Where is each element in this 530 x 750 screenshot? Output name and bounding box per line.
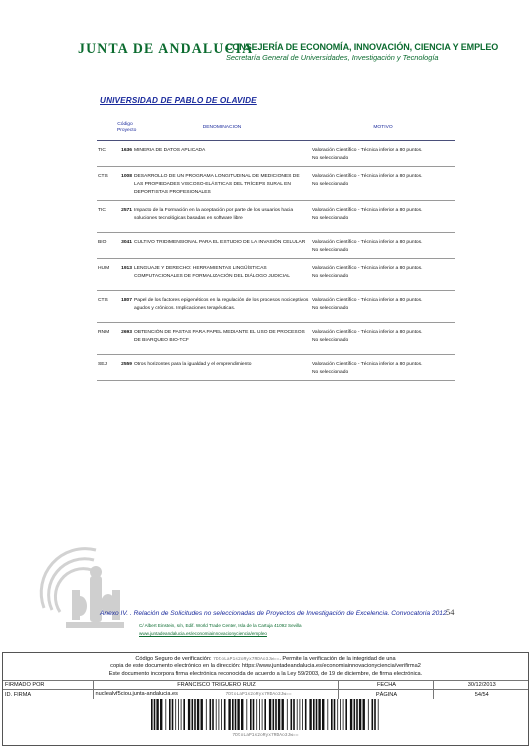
barcode-bar (201, 699, 203, 730)
table-row (97, 323, 455, 355)
barcode-bar (273, 699, 275, 730)
table-row (97, 141, 455, 167)
barcode-bar (194, 699, 196, 730)
barcode-bar (228, 699, 230, 730)
row-motive-reason: Valoración Científico - Técnica inferior a 80 puntos. (312, 266, 423, 271)
row-code: 2693 (117, 323, 133, 355)
barcode-bar (250, 699, 252, 730)
row-denomination: Impacto de la Formación en la aceptación por parte de los usuarios hacia soluciones tecnológicas basadas en software libre (133, 201, 311, 233)
row-motive-reason: Valoración Científico - Técnica inferior a 80 puntos. (312, 240, 423, 245)
row-motive-reason: Valoración Científico - Técnica inferior a 80 puntos. (312, 208, 423, 213)
barcode-bar (334, 699, 336, 730)
barcode-bar (169, 699, 171, 730)
barcode-bar (343, 699, 344, 730)
table-row (97, 355, 455, 381)
barcode-bar (282, 699, 284, 730)
barcode-bar (235, 699, 237, 730)
annex-footer (100, 610, 460, 617)
barcode-bar (183, 699, 185, 730)
row-denomination: DESARROLLO DE UN PROGRAMA LONGITUDINAL DE MEDICIONES DE LAS PROPIEDADES VISCOSO-ELÁSTICAS DEL TRÍCEPS SURAL EN DEPORTISTAS PROFESIONALES (133, 167, 311, 201)
row-denomination: Otros horizontes para la igualdad y el emprendimiento (133, 355, 311, 381)
barcode-bar (363, 699, 365, 730)
table-row (97, 201, 455, 233)
barcode-bar (327, 699, 328, 730)
signature-id-value: nuclealvf5ciou.junta-andalucia.es (95, 691, 178, 697)
row-motive-status: No seleccionado (312, 156, 349, 161)
barcode-bar (197, 699, 199, 730)
header-denomination: DENOMINACION (133, 118, 311, 141)
verification-barcode (149, 699, 381, 730)
barcode-bar (291, 699, 293, 730)
row-motive (311, 291, 455, 323)
row-code: 2559 (117, 355, 133, 381)
header-area (97, 118, 117, 141)
barcode-caption: 7DtoLaP1s2oRyx7RDAo3Jw== (232, 733, 299, 738)
table-row (97, 259, 455, 291)
barcode-bar (212, 699, 214, 730)
row-area: HUM (97, 259, 117, 291)
header-motive: MOTIVO (311, 118, 455, 141)
barcode-bar (154, 699, 156, 730)
barcode-bar (331, 699, 333, 730)
barcode-bar (172, 699, 174, 730)
row-motive-reason: Valoración Científico - Técnica inferior a 80 puntos. (312, 174, 423, 179)
signature-id-label: ID. FIRMA (3, 690, 93, 700)
row-code: 1913 (117, 259, 133, 291)
row-code: 3041 (117, 233, 133, 259)
row-code: 1636 (117, 141, 133, 167)
barcode-bar (269, 699, 271, 730)
row-area: SEJ (97, 355, 117, 381)
row-denomination: LENGUAJE Y DERECHO: HERRAMIENTAS LINGÜÍSTICAS COMPUTACIONALES DE FORMALIZACIÓN DEL DIÁLOGO JUDICIAL (133, 259, 311, 291)
barcode-bar (192, 699, 194, 730)
row-motive-reason: Valoración Científico - Técnica inferior a 80 puntos. (312, 362, 423, 367)
barcode-bar (337, 699, 338, 730)
barcode-bar (241, 699, 243, 730)
row-area: CTS (97, 167, 117, 201)
department-name: CONSEJERÍA DE ECONOMÍA, INNOVACIÓN, CIENCIA Y EMPLEO (226, 42, 499, 52)
signer-name: FRANCISCO TRIGUERO RUIZ (93, 681, 338, 690)
barcode-bar (378, 699, 379, 730)
signature-date: 30/12/2013 (433, 681, 528, 690)
projects-table (97, 118, 455, 381)
row-area: CTS (97, 291, 117, 323)
barcode-bar (300, 699, 301, 730)
row-motive (311, 323, 455, 355)
barcode-bar (356, 699, 358, 730)
barcode-bar (178, 699, 179, 730)
barcode-bar (232, 699, 234, 730)
csv-notice-end: . Permite la verificación de la integridad de una (279, 656, 396, 662)
row-motive-status: No seleccionado (312, 338, 349, 343)
csv-label: Código Seguro de verificación: (135, 656, 212, 662)
barcode-bar (216, 699, 217, 730)
barcode-bar (293, 699, 295, 730)
row-motive-status: No seleccionado (312, 216, 349, 221)
row-motive-status: No seleccionado (312, 274, 349, 279)
barcode-bar (175, 699, 176, 730)
header-code: Código Proyecto (117, 118, 133, 141)
barcode-bar (181, 699, 182, 730)
barcode-bar (309, 699, 311, 730)
barcode-bar (287, 699, 288, 730)
barcode-bar (237, 699, 239, 730)
barcode-bar (359, 699, 361, 730)
barcode-bar (297, 699, 298, 730)
barcode-bar (322, 699, 324, 730)
signed-by-label: FIRMADO POR (3, 681, 93, 690)
row-area: RNM (97, 323, 117, 355)
barcode-bar (345, 699, 347, 730)
row-motive (311, 141, 455, 167)
row-area: TIC (97, 141, 117, 167)
signature-grid (3, 680, 528, 699)
page-label: PÁGINA (338, 690, 433, 700)
row-denomination: OBTENCIÓN DE PASTAS PARA PAPEL MEDIANTE EL USO DE PROCESOS DE BIARQUEO BIO-TCF (133, 323, 311, 355)
barcode-bar (206, 699, 207, 730)
csv-code: 7DtoLaP1s2oRyx7RDAo3Jw== (213, 657, 280, 662)
table-row (97, 291, 455, 323)
barcode-bar (224, 699, 226, 730)
row-motive-status: No seleccionado (312, 306, 349, 311)
barcode-bar (253, 699, 255, 730)
barcode-bar (368, 699, 369, 730)
barcode-bar (316, 699, 318, 730)
university-title: UNIVERSIDAD DE PABLO DE OLAVIDE (100, 96, 257, 105)
barcode-bar (278, 699, 280, 730)
page-number: 54 (446, 608, 455, 617)
barcode-bar (275, 699, 277, 730)
signature-csv: 7DtoLaP1s2oRyx7RDAo3Jw== (225, 692, 292, 697)
junta-seal-watermark (36, 540, 136, 635)
table-row (97, 167, 455, 201)
barcode-bar (302, 699, 303, 730)
address-line: C/ Albert Einstein, s/n, Edif. World Trade Center, Isla de la Cartuja 41092 Sevilla (139, 623, 302, 628)
row-area: BIO (97, 233, 117, 259)
row-motive-reason: Valoración Científico - Técnica inferior a 80 puntos. (312, 298, 423, 303)
barcode-bar (262, 699, 263, 730)
date-label: FECHA (338, 681, 433, 690)
barcode-bar (259, 699, 260, 730)
barcode-bar (372, 699, 374, 730)
barcode-bar (160, 699, 162, 730)
row-denomination: Papel de los factores epigenéticos en la regulación de los procesos nociceptivos agudos y crónicos. Implicaciones terapéuticas. (133, 291, 311, 323)
barcode-bar (221, 699, 222, 730)
row-code: 1807 (117, 291, 133, 323)
barcode-bar (305, 699, 307, 730)
barcode-bar (151, 699, 153, 730)
row-denomination: CULTIVO TRIDIMENSIONAL PARA EL ESTUDIO DE LA INVASIÓN CELULAR (133, 233, 311, 259)
barcode-bar (340, 699, 341, 730)
signature-verification-box (2, 652, 529, 746)
table-header-row (97, 118, 455, 141)
row-code: 1008 (117, 167, 133, 201)
row-motive-status: No seleccionado (312, 248, 349, 253)
row-denomination: MINERIA DE DATOS APLICADA (133, 141, 311, 167)
table-row (97, 233, 455, 259)
row-motive-status: No seleccionado (312, 370, 349, 375)
department-subtitle: Secretaría General de Universidades, Investigación y Tecnología (226, 53, 439, 62)
row-motive (311, 259, 455, 291)
barcode-bar (210, 699, 212, 730)
page-count: 54/54 (433, 690, 528, 700)
barcode-bar (374, 699, 376, 730)
row-motive-reason: Valoración Científico - Técnica inferior a 80 puntos. (312, 330, 423, 335)
barcode-bar (219, 699, 220, 730)
row-motive (311, 167, 455, 201)
barcode-bar (264, 699, 266, 730)
row-motive-status: No seleccionado (312, 182, 349, 187)
barcode-bar (318, 699, 320, 730)
row-area: TIC (97, 201, 117, 233)
verification-url-line: copia de este documento electrónico en la dirección: https://www.juntadeandalucia.es/economiainnovacionyciencia/verifirma2 (110, 663, 421, 670)
barcode-bar (313, 699, 315, 730)
row-motive (311, 201, 455, 233)
barcode-bar (350, 699, 352, 730)
barcode-bar (188, 699, 190, 730)
row-motive (311, 233, 455, 259)
annex-text: Anexo IV. . Relación de Solicitudes no seleccionadas de Proyectos de Investigación de Excelencia. Convocatoria 2012. (100, 610, 449, 617)
verification-notice (3, 653, 528, 678)
row-code: 2571 (117, 201, 133, 233)
row-motive-reason: Valoración Científico - Técnica inferior a 80 puntos. (312, 148, 423, 153)
legal-notice-line: Este documento incorpora firma electrónica reconocida de acuerdo a la Ley 59/2003, de 19 de diciembre, de firma electrónica. (108, 670, 423, 677)
website-link[interactable]: www.juntadeandalucia.es/economiainnovacionyciencia/empleo (139, 631, 267, 636)
barcode-bar (354, 699, 356, 730)
barcode-bar (256, 699, 257, 730)
barcode-bar (165, 699, 166, 730)
barcode-bar (156, 699, 158, 730)
junta-logo-text: JUNTA DE ANDALUCIA (78, 41, 254, 57)
signature-id-cell (93, 690, 338, 700)
row-motive (311, 355, 455, 381)
barcode-bar (246, 699, 247, 730)
